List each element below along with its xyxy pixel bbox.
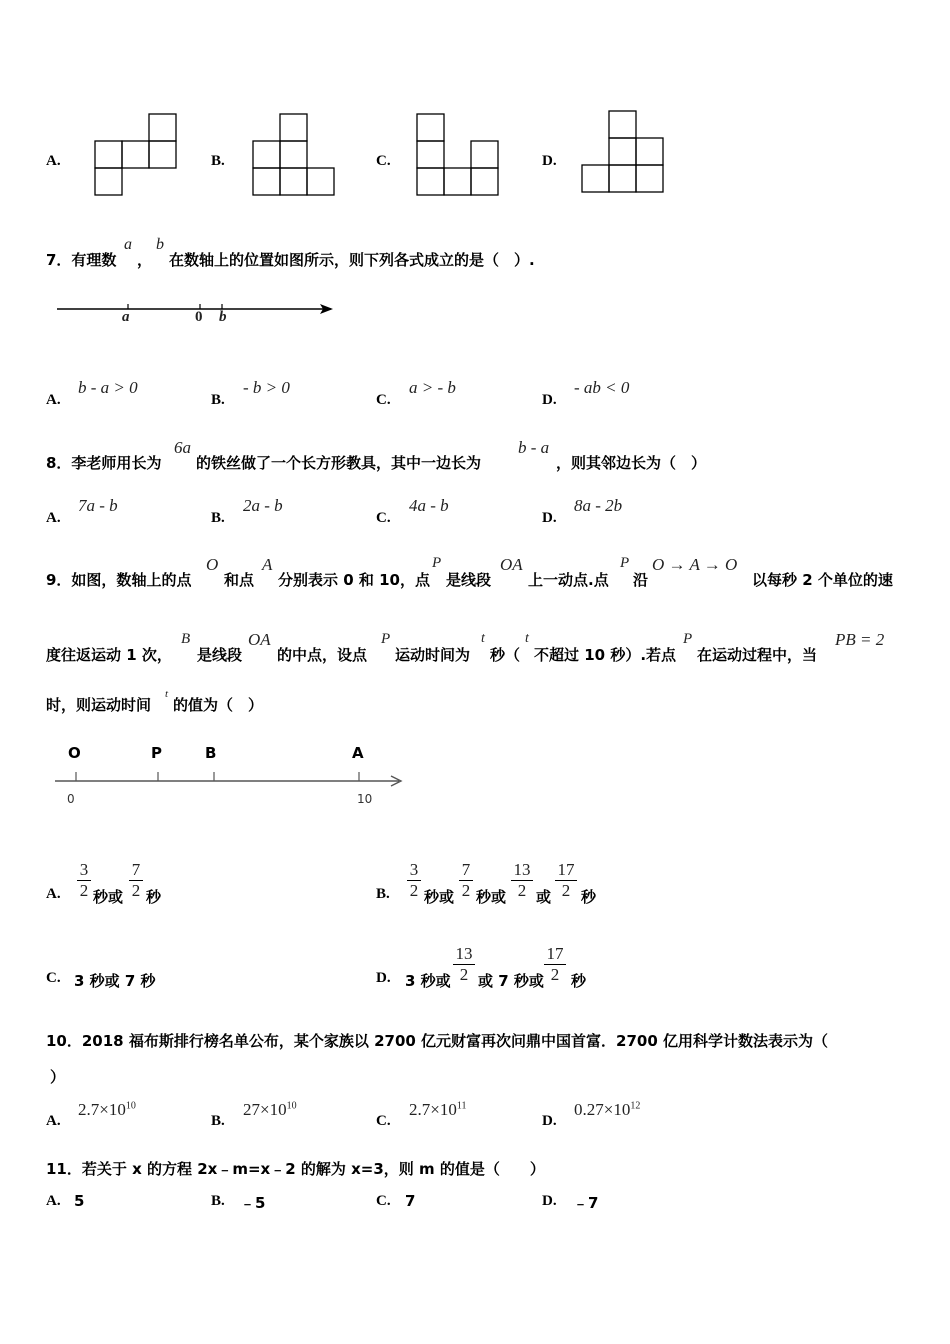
q7-option-c-expr: a > - b [409, 378, 456, 397]
q9-option-a-text-2: 秒 [146, 888, 162, 906]
q9-point-o: O [206, 555, 219, 574]
q9-line2-b: 是线段 [197, 646, 243, 664]
q8-option-c-label: C. [376, 510, 391, 526]
q9-point-p-3: P [381, 631, 391, 647]
q9-condition: PB = 2 [835, 630, 885, 649]
q9-line1-b: 和点 [224, 571, 255, 589]
q9-option-b-frac-4: 17 2 [554, 860, 578, 901]
q6-option-d-label: D. [542, 153, 557, 169]
q9-option-b-text-3: 或 [536, 888, 552, 906]
q9-option-d-text-1: 或 7 秒或 [478, 972, 544, 990]
q9-line2-a: 度往返运动 1 次， [46, 646, 172, 664]
q7-option-c-label: C. [376, 392, 391, 408]
q8-option-a-expr: 7a - b [78, 496, 118, 515]
q8-side: b - a [518, 438, 550, 457]
q10-option-b-label: B. [211, 1113, 225, 1129]
q9-option-a-frac-2: 7 2 [128, 860, 144, 901]
q10-option-d-label: D. [542, 1113, 557, 1129]
q9-option-b-text-4: 秒 [581, 888, 597, 906]
q9-line1-g: 以每秒 2 个单位的速 [752, 571, 893, 589]
q11-option-c-value: 7 [405, 1192, 416, 1210]
q9-option-d-label: D. [376, 970, 391, 986]
q9-line1-a: 9．如图，数轴上的点 [46, 571, 192, 589]
q11-option-c-label: C. [376, 1193, 391, 1209]
q9-segment-oa-1: OA [500, 555, 523, 574]
q8-option-d-expr: 8a - 2b [574, 496, 623, 515]
q7-axis-label-a: a [122, 309, 130, 325]
q10-option-a-value: $2.7\times 10^{10}$ [78, 1100, 136, 1119]
q8-length: 6a [174, 438, 191, 457]
q7-stem-suffix: 在数轴上的位置如图所示，则下列各式成立的是（ ）. [169, 251, 535, 269]
q7-stem-prefix: 7．有理数 [46, 251, 117, 269]
q8-stem-mid: 的铁丝做了一个长方形教具，其中一边长为 [196, 454, 482, 472]
q7-option-a-label: A. [46, 392, 61, 408]
q10-option-a-label: A. [46, 1113, 61, 1129]
q9-axis-label-o: O [68, 744, 81, 762]
q7-var-b: b [156, 236, 164, 253]
q9-axis-label-a: A [352, 744, 364, 762]
q9-axis-value-10: 10 [357, 792, 373, 806]
q9-option-b-frac-3: 13 2 [510, 860, 534, 901]
q9-number-line [55, 768, 405, 794]
q9-point-p-4: P [683, 631, 693, 647]
q9-option-d-frac-1: 13 2 [452, 944, 476, 985]
q9-line1-c: 分别表示 0 和 10，点 [278, 571, 430, 589]
q7-var-a: a [124, 236, 132, 253]
q9-var-t-2: t [525, 631, 529, 646]
q6-option-a-figure [92, 112, 182, 198]
q9-line1-e: 上一动点.点 [528, 571, 609, 589]
q9-point-p-1: P [432, 555, 442, 571]
q9-point-a: A [262, 555, 273, 574]
q9-option-d-frac-2: 17 2 [543, 944, 567, 985]
q10-stem-line1: 10．2018 福布斯排行榜名单公布，某个家族以 2700 亿元财富再次问鼎中国首富．2700 亿用科学计数法表示为（ [46, 1032, 829, 1050]
q11-option-b-label: B. [211, 1193, 225, 1209]
q9-option-b-text-2: 秒或 [476, 888, 507, 906]
q8-option-b-expr: 2a - b [243, 496, 283, 515]
q10-option-d-value: $0.27\times 10^{12}$ [574, 1100, 641, 1119]
q10-stem-line2: ） [50, 1068, 66, 1086]
q9-option-d-text-0: 3 秒或 [405, 972, 451, 990]
q6-option-b-figure [250, 112, 338, 198]
q7-axis-label-zero: 0 [195, 309, 203, 325]
q6-option-c-figure [414, 112, 504, 198]
q11-stem: 11．若关于 x 的方程 2x﹣m=x﹣2 的解为 x=3，则 m 的值是（ ） [46, 1160, 545, 1178]
q9-axis-value-0: 0 [67, 792, 75, 806]
q7-option-a-expr: b - a > 0 [78, 378, 138, 397]
q9-line2-f: 不超过 10 秒）.若点 [534, 646, 677, 664]
q9-option-b-text-1: 秒或 [424, 888, 455, 906]
q9-line1-d: 是线段 [446, 571, 492, 589]
q7-comma: ， [137, 251, 153, 269]
q8-stem-suffix: ，则其邻边长为（ ） [556, 454, 707, 472]
q7-option-d-expr: - ab < 0 [574, 378, 630, 397]
q9-point-p-2: P [620, 555, 630, 571]
q6-option-c-label: C. [376, 153, 391, 169]
q9-line1-f: 沿 [633, 571, 649, 589]
q8-option-d-label: D. [542, 510, 557, 526]
q9-axis-label-p: P [151, 744, 162, 762]
q9-option-b-frac-2: 7 2 [458, 860, 474, 901]
q7-option-d-label: D. [542, 392, 557, 408]
q10-option-b-value: $27\times 10^{10}$ [243, 1100, 297, 1119]
q9-line2-e: 秒（ [490, 646, 521, 664]
q9-line3-b: 的值为（ ） [173, 696, 264, 714]
q9-option-c-label: C. [46, 970, 61, 986]
q9-line2-g: 在运动过程中，当 [697, 646, 818, 664]
q10-option-c-value: $2.7\times 10^{11}$ [409, 1100, 467, 1119]
q8-option-a-label: A. [46, 510, 61, 526]
q8-option-b-label: B. [211, 510, 225, 526]
q9-option-d-text-2: 秒 [571, 972, 587, 990]
q9-option-a-text-1: 秒或 [93, 888, 124, 906]
q9-option-c-text: 3 秒或 7 秒 [74, 972, 156, 990]
q8-option-c-expr: 4a - b [409, 496, 449, 515]
q11-option-d-value: ﹣7 [573, 1194, 599, 1212]
q11-option-a-label: A. [46, 1193, 61, 1209]
q11-option-d-label: D. [542, 1193, 557, 1209]
q9-line3-a: 时，则运动时间 [46, 696, 152, 714]
q11-option-a-value: 5 [74, 1192, 85, 1210]
q9-var-t-1: t [481, 631, 485, 646]
q6-option-d-figure [579, 108, 669, 198]
q9-axis-label-b: B [205, 744, 217, 762]
q6-option-b-label: B. [211, 153, 225, 169]
q8-stem-prefix: 8．李老师用长为 [46, 454, 162, 472]
q9-var-t-3: t [165, 688, 169, 700]
q9-line2-d: 运动时间为 [395, 646, 471, 664]
q11-option-b-value: ﹣5 [240, 1194, 266, 1212]
q9-point-b: B [181, 631, 191, 647]
q9-segment-oa-2: OA [248, 630, 271, 649]
q7-option-b-expr: - b > 0 [243, 378, 290, 397]
q9-line2-c: 的中点，设点 [277, 646, 368, 664]
q9-option-a-label: A. [46, 886, 61, 902]
q9-path: O → A → O [652, 555, 738, 574]
q10-option-c-label: C. [376, 1113, 391, 1129]
q6-option-a-label: A. [46, 153, 61, 169]
q7-axis-label-b: b [219, 309, 227, 325]
q7-option-b-label: B. [211, 392, 225, 408]
q9-option-a-frac-1: 3 2 [76, 860, 92, 901]
q9-option-b-label: B. [376, 886, 390, 902]
q9-option-b-frac-1: 3 2 [406, 860, 422, 901]
